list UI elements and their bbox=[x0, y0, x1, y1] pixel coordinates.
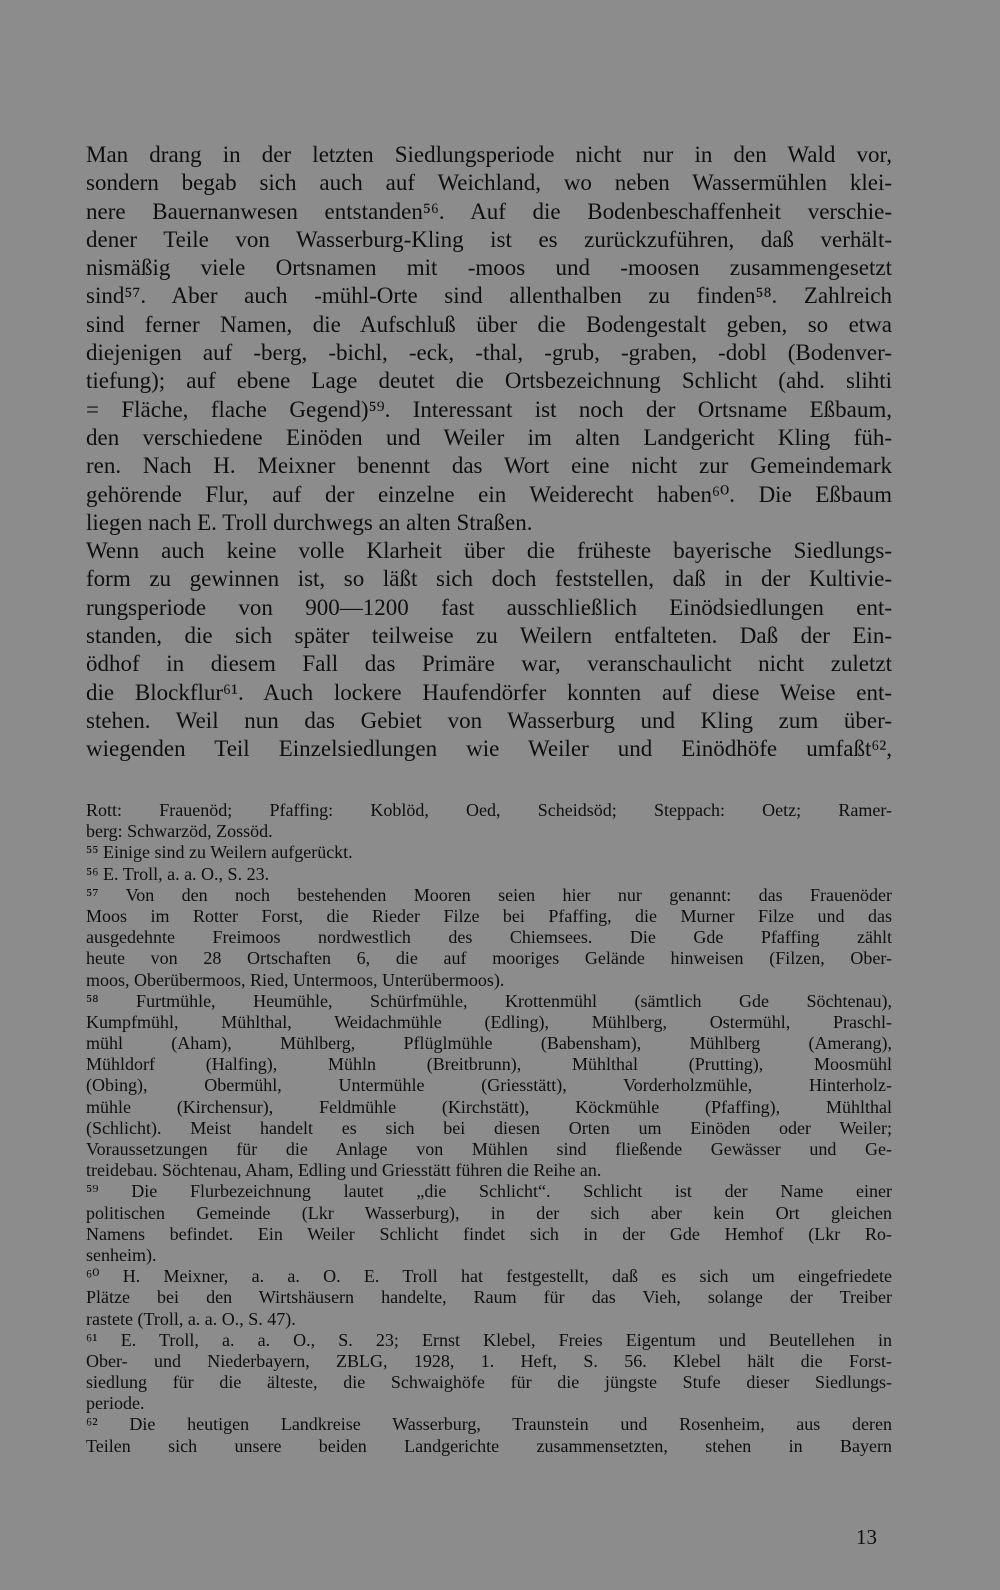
body-line: diejenigen auf -berg, -bichl, -eck, -thal, -grub, -graben, -dobl (Bodenver- bbox=[86, 340, 892, 366]
footnote-line: periode. bbox=[86, 1393, 145, 1414]
body-line: dener Teile von Wasserburg-Kling ist es zurückzuführen, daß verhält- bbox=[86, 226, 892, 252]
body-line: nere Bauernanwesen entstanden⁵⁶. Auf die Bodenbeschaffenheit verschie- bbox=[86, 198, 892, 224]
body-text bbox=[86, 141, 892, 764]
footnote-line: Rott: Frauenöd; Pfaffing: Koblöd, Oed, Scheidsöd; Steppach: Oetz; Ramer- bbox=[86, 800, 892, 820]
footnote-line: (Schlicht). Meist handelt es sich bei diesen Orten um Einöden oder Weiler; bbox=[86, 1117, 892, 1138]
footnote-line: Ober- und Niederbayern, ZBLG, 1928, 1. Heft, S. 56. Klebel hält die Forst- bbox=[86, 1350, 892, 1371]
footnote-line: mühl (Aham), Mühlberg, Pflüglmühle (Babensham), Mühlberg (Amerang), bbox=[86, 1033, 892, 1054]
body-line: stehen. Weil nun das Gebiet von Wasserburg und Kling zum über- bbox=[86, 707, 892, 733]
footnote-line: ⁵⁹ Die Flurbezeichnung lautet „die Schlicht“. Schlicht ist der Name einer bbox=[86, 1181, 892, 1202]
footnote-line: Teilen sich unsere beiden Landgerichte zusammensetzten, stehen in Bayern bbox=[86, 1435, 892, 1456]
footnote-line: mühle (Kirchensur), Feldmühle (Kirchstätt), Köckmühle (Pfaffing), Mühlthal bbox=[86, 1096, 892, 1117]
body-line: den verschiedene Einöden und Weiler im alten Landgericht Kling füh- bbox=[86, 424, 892, 450]
footnote-line: Namens befindet. Ein Weiler Schlicht findet sich in der Gde Hemhof (Lkr Ro- bbox=[86, 1223, 892, 1244]
footnote-line: ⁶¹ E. Troll, a. a. O., S. 23; Ernst Klebel, Freies Eigentum und Beutellehen in bbox=[86, 1329, 892, 1350]
body-line: = Fläche, flache Gegend)⁵⁹. Interessant ist noch der Ortsname Eßbaum, bbox=[86, 396, 892, 422]
footnote-line: ausgedehnte Freimoos nordwestlich des Chiemsees. Die Gde Pfaffing zählt bbox=[86, 927, 892, 948]
body-line: Wenn auch keine volle Klarheit über die früheste bayerische Siedlungs- bbox=[86, 538, 892, 564]
footnote-line: Moos im Rotter Forst, die Rieder Filze bei Pfaffing, die Murner Filze und das bbox=[86, 905, 892, 926]
footnote-line: politischen Gemeinde (Lkr Wasserburg), in der sich aber kein Ort gleichen bbox=[86, 1202, 892, 1223]
body-line: gehörende Flur, auf der einzelne ein Weiderecht haben⁶⁰. Die Eßbaum bbox=[86, 481, 892, 507]
footnote-line: heute von 28 Ortschaften 6, die auf mooriges Gelände hinweisen (Filzen, Ober- bbox=[86, 948, 892, 969]
footnote-line: senheim). bbox=[86, 1244, 157, 1265]
body-line: sind ferner Namen, die Aufschluß über die Bodengestalt geben, so etwa bbox=[86, 311, 892, 337]
footnote-line: treidebau. Söchtenau, Aham, Edling und Griesstätt führen die Reihe an. bbox=[86, 1160, 602, 1181]
body-line: rungsperiode von 900—1200 fast ausschließlich Einödsiedlungen ent- bbox=[86, 594, 892, 620]
body-line: form zu gewinnen ist, so läßt sich doch feststellen, daß in der Kultivie- bbox=[86, 566, 892, 592]
body-line: ren. Nach H. Meixner benennt das Wort eine nicht zur Gemeindemark bbox=[86, 453, 892, 479]
body-line: tiefung); auf ebene Lage deutet die Ortsbezeichnung Schlicht (ahd. slihti bbox=[86, 368, 892, 394]
footnotes bbox=[86, 800, 892, 1457]
page-number: 13 bbox=[856, 1525, 877, 1549]
body-line: ödhof in diesem Fall das Primäre war, veranschaulicht nicht zuletzt bbox=[86, 651, 892, 677]
footnote-line: Voraussetzungen für die Anlage von Mühlen sind fließende Gewässer und Ge- bbox=[86, 1139, 892, 1159]
footnote-line: ⁵⁵ Einige sind zu Weilern aufgerückt. bbox=[86, 842, 353, 863]
footnote-line: (Obing), Obermühl, Untermühle (Griesstätt), Vorderholzmühle, Hinterholz- bbox=[86, 1075, 892, 1096]
footnote-line: ⁵⁸ Furtmühle, Heumühle, Schürfmühle, Krottenmühl (sämtlich Gde Söchtenau), bbox=[86, 990, 892, 1011]
footnote-line: rastete (Troll, a. a. O., S. 47). bbox=[86, 1308, 296, 1329]
footnote-line: berg: Schwarzöd, Zossöd. bbox=[86, 821, 273, 842]
body-line: sind⁵⁷. Aber auch -mühl-Orte sind allenthalben zu finden⁵⁸. Zahlreich bbox=[86, 283, 892, 309]
body-line: sondern begab sich auch auf Weichland, wo neben Wassermühlen klei- bbox=[86, 170, 892, 196]
body-line: liegen nach E. Troll durchwegs an alten Straßen. bbox=[86, 509, 533, 535]
body-line: nismäßig viele Ortsnamen mit -moos und -moosen zusammengesetzt bbox=[86, 255, 892, 281]
footnote-line: Mühldorf (Halfing), Mühln (Breitbrunn), Mühlthal (Prutting), Moosmühl bbox=[86, 1054, 892, 1075]
footnote-line: Kumpfmühl, Mühlthal, Weidachmühle (Edling), Mühlberg, Ostermühl, Praschl- bbox=[86, 1011, 892, 1032]
footnote-line: Plätze bei den Wirtshäusern handelte, Raum für das Vieh, solange der Treiber bbox=[86, 1287, 892, 1308]
body-line: standen, die sich später teilweise zu Weilern entfalteten. Daß der Ein- bbox=[86, 623, 892, 649]
footnote-line: ⁶⁰ H. Meixner, a. a. O. E. Troll hat festgestellt, daß es sich um eingefriedete bbox=[86, 1266, 892, 1287]
footnote-line: siedlung für die älteste, die Schwaighöfe für die jüngste Stufe dieser Siedlungs- bbox=[86, 1372, 892, 1393]
footnote-line: ⁵⁶ E. Troll, a. a. O., S. 23. bbox=[86, 863, 270, 884]
footnote-line: moos, Oberübermoos, Ried, Untermoos, Unterübermoos). bbox=[86, 969, 505, 990]
body-line: Man drang in der letzten Siedlungsperiode nicht nur in den Wald vor, bbox=[86, 142, 892, 167]
footnote-line: ⁶² Die heutigen Landkreise Wasserburg, Traunstein und Rosenheim, aus deren bbox=[86, 1414, 892, 1435]
body-line: wiegenden Teil Einzelsiedlungen wie Weiler und Einödhöfe umfaßt⁶², bbox=[86, 736, 892, 762]
footnote-line: ⁵⁷ Von den noch bestehenden Mooren seien hier nur genannt: das Frauenöder bbox=[86, 884, 892, 905]
body-line: die Blockflur⁶¹. Auch lockere Haufendörfer konnten auf diese Weise ent- bbox=[86, 679, 892, 705]
